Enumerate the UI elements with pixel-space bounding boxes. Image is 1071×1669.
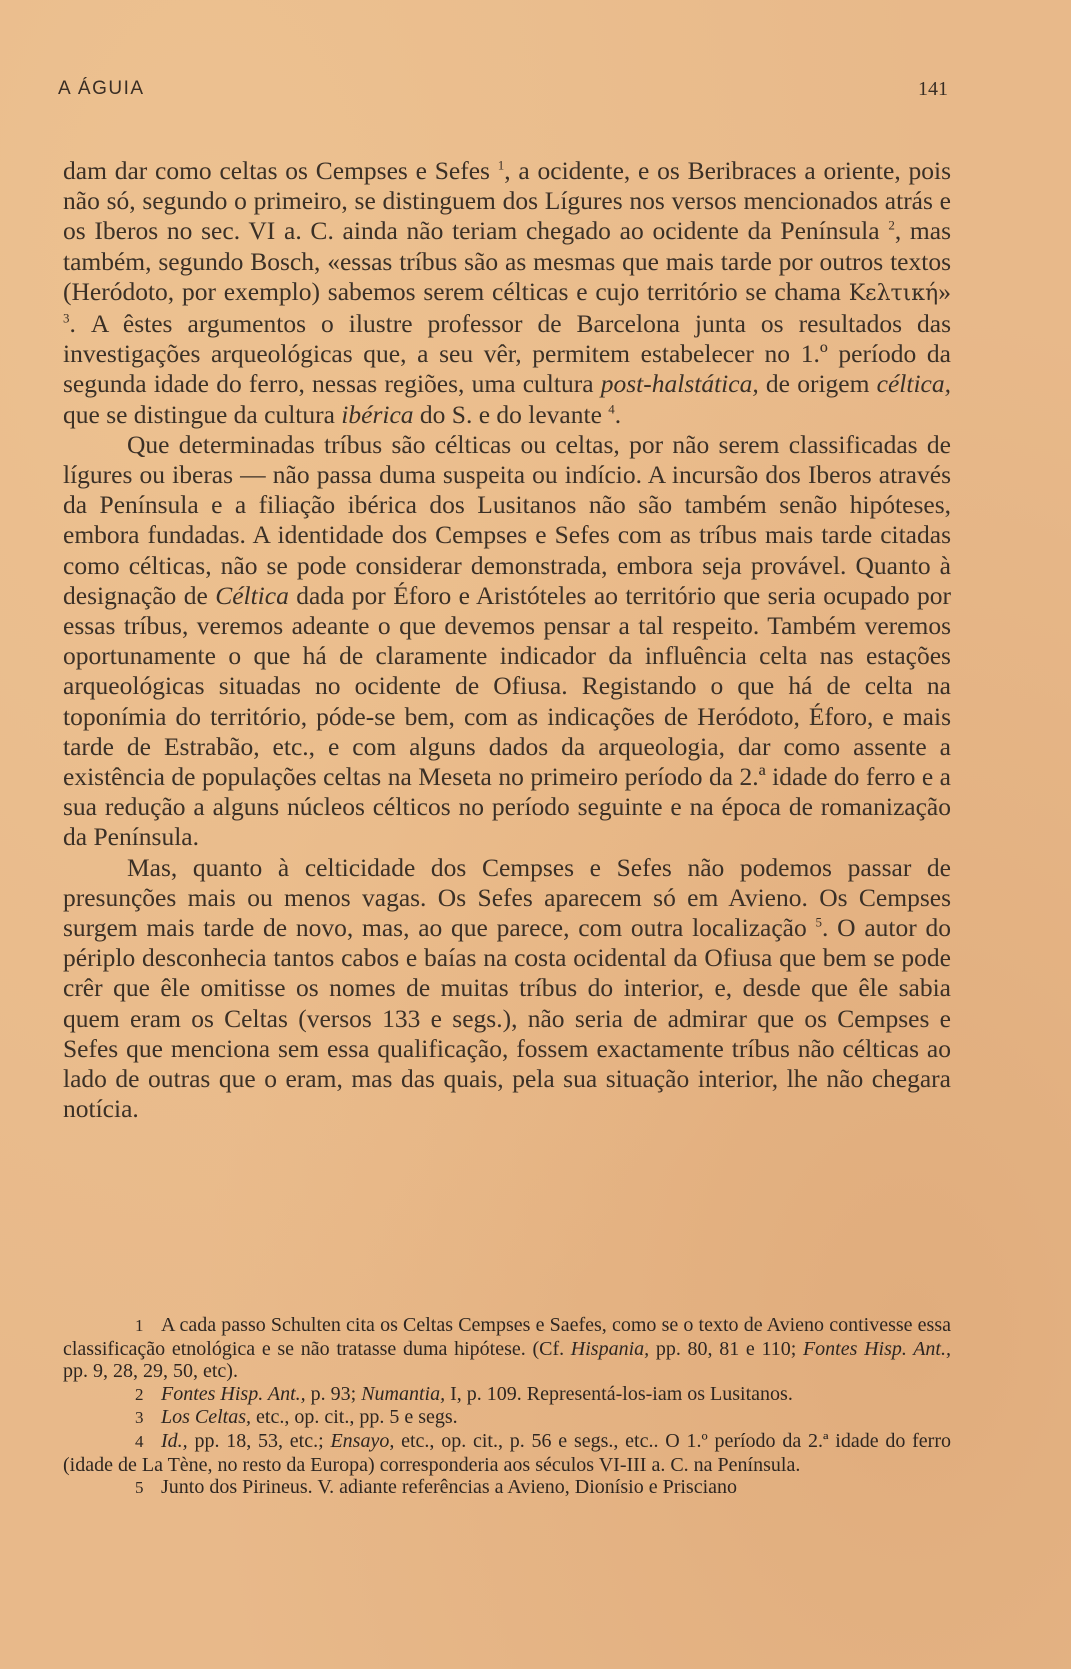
- footnote: [63, 1383, 951, 1407]
- paragraph: [63, 430, 951, 853]
- footnotes: [63, 1314, 951, 1500]
- italic-text: Fontes Hisp. Ant.,: [161, 1382, 306, 1405]
- text-run: etc., op. cit., p. 56 e segs., etc.. O 1.º período da 2.ª idade do ferro (idade de La Tène, no resto da Europa) corresponderia aos séculos VI-III a. C. na Península.: [63, 1429, 952, 1476]
- body-text: [63, 156, 951, 1125]
- footnote-number: 5: [135, 1478, 144, 1498]
- italic-text: Hispania,: [570, 1337, 650, 1360]
- italic-text: Los Celtas,: [161, 1406, 252, 1429]
- text-run: do S. e do levante: [413, 399, 609, 429]
- footnote-reference: 5: [815, 914, 823, 930]
- paragraph: [63, 156, 951, 430]
- text-run: pp. 18, 53, etc.;: [187, 1429, 331, 1452]
- text-run: A cada passo Schulten cita os Celtas Cempses e Saefes, como se o texto de Avieno contivesse essa classificação etnológica e se não tratasse duma hipótese. (Cf.: [63, 1314, 951, 1360]
- footnote: [63, 1430, 951, 1476]
- text-run: Mas, quanto à celticidade dos Cempses e Sefes não podemos passar de presunções mais ou menos vagas. Os Sefes aparecem só em Avieno. Os Cempses surgem mais tarde de novo, mas, ao que parece, com outra localização: [63, 852, 951, 943]
- italic-text: Numantia,: [361, 1382, 446, 1405]
- text-run: I, p. 109. Representá-los-iam os Lusitanos.: [445, 1382, 793, 1405]
- text-run: dam dar como celtas os Cempses e Sefes: [63, 156, 498, 185]
- text-run: Junto dos Pirineus. V. adiante referências a Avieno, Dionísio e Prisciano: [161, 1476, 738, 1499]
- footnote: [63, 1406, 951, 1430]
- text-run: pp. 80, 81 e 110;: [649, 1337, 803, 1360]
- text-run: . A êstes argumentos o ilustre professor de Barcelona junta os resultados das investigações arqueológicas que, a seu vêr, permitem estabelecer no 1.º período da segunda idade do ferro, nessas regiões, uma cultura: [63, 309, 951, 399]
- page-number: 141: [918, 78, 948, 100]
- text-run: dada por Éforo e Aristóteles ao território que seria ocupado por essas tríbus, veremos adeante o que devemos pensar a tal respeito. Também veremos oportunamente o que há de claramente indicador da influência celta nas estações arqueológicas situadas no ocidente de Ofiusa. Registando o que há de celta na toponímia do território, póde-se bem, com as indicações de Heródoto, Éforo, e mais tarde de Estrabão, etc., e com alguns dados da arqueologia, dar como assente a existência de populações celtas na Meseta no primeiro período da 2.ª idade do ferro e a sua redução a alguns núcleos célticos no período seguinte e na época de romanização da Península.: [63, 580, 951, 852]
- paragraph: [63, 853, 951, 1125]
- text-run: pp. 9, 28, 29, 50, etc).: [63, 1360, 238, 1383]
- italic-text: Céltica: [215, 580, 289, 610]
- italic-text: Id.,: [161, 1429, 188, 1452]
- footnote-number: 1: [135, 1316, 144, 1335]
- running-head: [58, 78, 948, 108]
- text-run: p. 93;: [305, 1382, 362, 1405]
- text-run: etc., op. cit., pp. 5 e segs.: [251, 1406, 458, 1429]
- footnote-number: 2: [135, 1384, 144, 1404]
- text-run: Que determinadas tríbus são célticas ou celtas, por não serem classificadas de lígures ou iberas — não passa duma suspeita ou indício. A incursão dos Iberos através da Península e a filiação ibérica dos Lusitanos não são também senão hipóteses, embora fundadas. A identidade dos Cempses e Sefes com as tríbus mais tarde citadas como célticas, não se pode considerar demonstrada, embora seja provável. Quanto à designação de: [63, 429, 951, 610]
- footnote-reference: 1: [497, 157, 505, 173]
- footnote-reference: 3: [63, 310, 70, 326]
- footnote-reference: 4: [608, 401, 615, 417]
- footnote-number: 3: [135, 1408, 144, 1428]
- italic-text: Fontes Hisp. Ant.,: [802, 1337, 951, 1360]
- footnote: [63, 1476, 951, 1500]
- footnote: [63, 1314, 951, 1383]
- italic-text: Ensayo,: [330, 1429, 395, 1452]
- italic-text: ibérica: [341, 399, 414, 429]
- text-run: , mas também, segundo Bosch, «essas tríbus são as mesmas que mais tarde por outros textos (Heródoto, por exemplo) sabemos serem célticas e cujo território se chama: [63, 216, 952, 306]
- text-run: , a ocidente, e os Beribraces a oriente, pois não só, segundo o primeiro, se distinguem dos Lígures nos versos mencionados atrás e os Iberos no sec. VI a. C. ainda não teriam chegado ao ocidente da Península: [63, 156, 951, 246]
- text-run: .: [614, 399, 622, 429]
- text-run: de origem: [758, 369, 877, 399]
- text-run: . O autor do périplo desconhecia tantos cabos e baías na costa ocidental da Ofiusa que bem se pode crêr que êle omitisse os nomes de muitas tríbus do interior, e, desde que êle sabia quem eram os Celtas (versos 133 e segs.), não seria de admirar que os Cempses e Sefes que menciona sem essa qualificação, fossem exactamente tríbus não célticas ao lado de outras que o eram, mas das quais, pela sua situação interior, lhe não chegara notícia.: [63, 913, 951, 1124]
- footnote-reference: 2: [888, 217, 895, 233]
- italic-text: céltica,: [876, 369, 951, 399]
- text-run: que se distingue da cultura: [63, 399, 342, 429]
- greek-text: Κελτική: [848, 280, 939, 306]
- text-run: »: [938, 276, 951, 306]
- italic-text: post-halstática,: [600, 369, 759, 399]
- journal-title: A ÁGUIA: [58, 78, 145, 99]
- footnote-number: 4: [135, 1431, 144, 1451]
